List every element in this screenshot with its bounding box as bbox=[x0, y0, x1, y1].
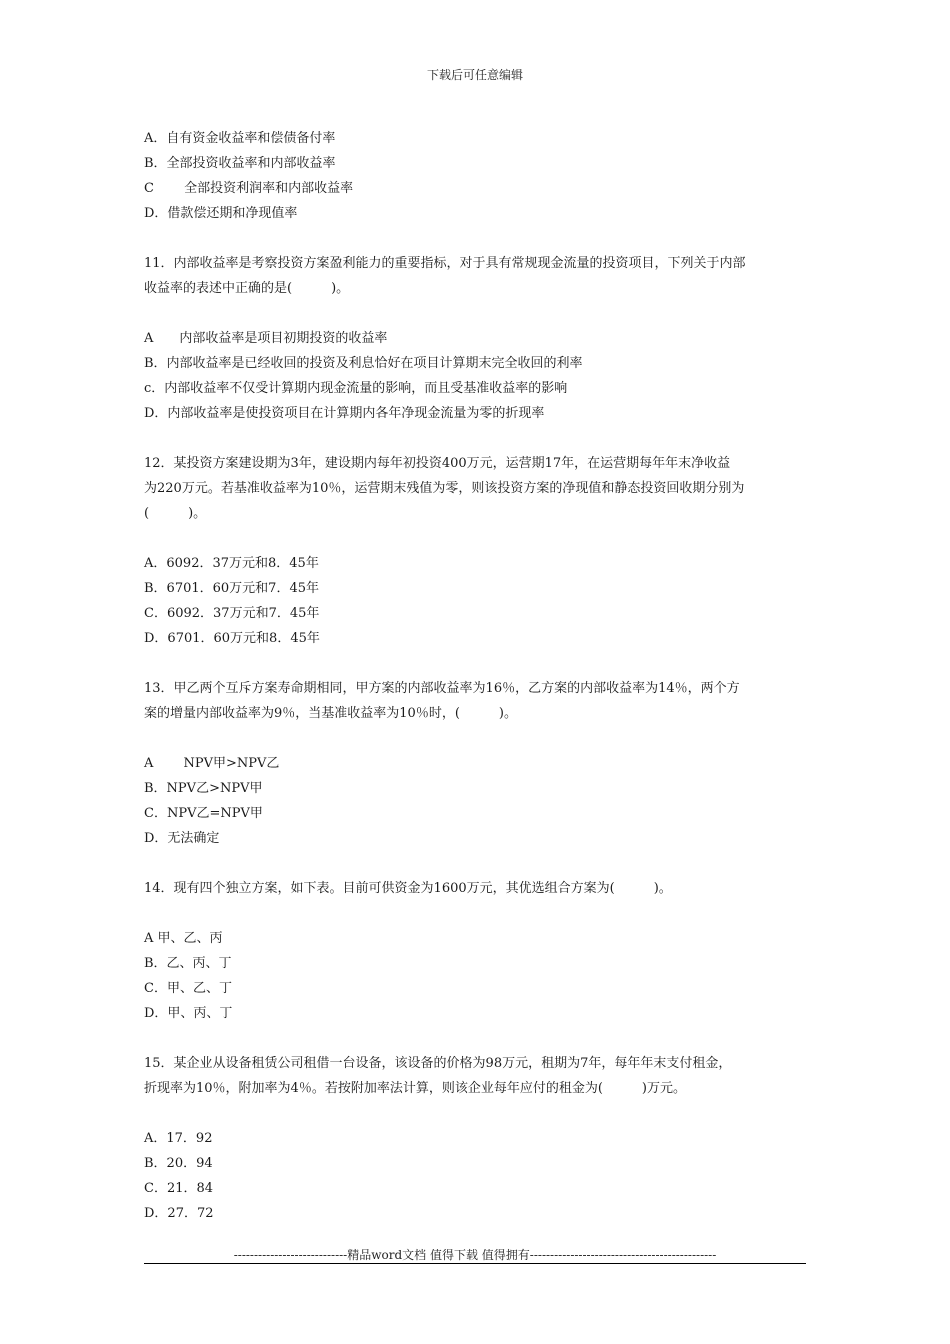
document-content bbox=[144, 126, 806, 1226]
q11-stem-line-1: 11．内部收益率是考察投资方案盈利能力的重要指标，对于具有常规现金流量的投资项目，下列关于内部 bbox=[144, 256, 746, 271]
q14-option-d: D．甲、丙、丁 bbox=[144, 1006, 233, 1021]
q13-option-b: B．NPV乙>NPV甲 bbox=[144, 781, 263, 796]
q15-option-c: C．21．84 bbox=[144, 1181, 214, 1196]
q11-option-b: B．内部收益率是已经收回的投资及利息恰好在项目计算期末完全收回的利率 bbox=[144, 356, 583, 371]
q11-option-a: A 内部收益率是项目初期投资的收益率 bbox=[144, 331, 388, 346]
q12-option-b: B．6701．60万元和7．45年 bbox=[144, 581, 319, 596]
q11-option-d: D．内部收益率是使投资项目在计算期内各年净现金流量为零的折现率 bbox=[144, 406, 545, 421]
q12-option-c: C．6092．37万元和7．45年 bbox=[144, 606, 320, 621]
q12-stem-line-3: ( )。 bbox=[144, 506, 207, 521]
q10-option-a: A．自有资金收益率和偿债备付率 bbox=[144, 131, 336, 146]
q10-option-d: D．借款偿还期和净现值率 bbox=[144, 206, 298, 221]
q11-option-c: c．内部收益率不仅受计算期内现金流量的影响，而且受基准收益率的影响 bbox=[144, 381, 568, 396]
q12-stem-line-1: 12．某投资方案建设期为3年，建设期内每年初投资400万元，运营期17年，在运营期每年年末净收益 bbox=[144, 456, 731, 471]
q15-stem-line-2: 折现率为10％，附加率为4％。若按附加率法计算，则该企业每年应付的租金为( )万元。 bbox=[144, 1081, 686, 1096]
page-footer: ----------------------------精品word文档 值得下载 值得拥有---------------------------------------------- bbox=[233, 1248, 717, 1262]
q12-option-a: A．6092．37万元和8．45年 bbox=[144, 556, 319, 571]
q14-stem-line-1: 14．现有四个独立方案，如下表。目前可供资金为1600万元，其优选组合方案为( )。 bbox=[144, 881, 672, 896]
q13-stem-line-1: 13．甲乙两个互斥方案寿命期相同，甲方案的内部收益率为16％，乙方案的内部收益率为14％，两个方 bbox=[144, 681, 740, 696]
q15-option-d: D．27．72 bbox=[144, 1206, 214, 1221]
q14-option-c: C．甲、乙、丁 bbox=[144, 981, 232, 996]
q13-option-a: A NPV甲>NPV乙 bbox=[144, 756, 280, 771]
q14-option-b: B．乙、丙、丁 bbox=[144, 956, 232, 971]
q11-stem-line-2: 收益率的表述中正确的是( )。 bbox=[144, 281, 350, 296]
q12-stem-line-2: 为220万元。若基准收益率为10％，运营期末残值为零，则该投资方案的净现值和静态投资回收期分别为 bbox=[144, 481, 745, 496]
q13-option-d: D．无法确定 bbox=[144, 831, 220, 846]
q15-stem-line-1: 15．某企业从设备租赁公司租借一台设备，该设备的价格为98万元，租期为7年，每年年末支付租金， bbox=[144, 1056, 732, 1071]
q13-stem-line-2: 案的增量内部收益率为9％，当基准收益率为10％时，( )。 bbox=[144, 706, 517, 721]
q13-option-c: C．NPV乙=NPV甲 bbox=[144, 806, 263, 821]
q10-option-c: C 全部投资利润率和内部收益率 bbox=[144, 181, 354, 196]
q12-option-d: D．6701．60万元和8．45年 bbox=[144, 631, 320, 646]
q15-option-a: A．17．92 bbox=[144, 1131, 213, 1146]
q10-option-b: B．全部投资收益率和内部收益率 bbox=[144, 156, 336, 171]
q15-option-b: B．20．94 bbox=[144, 1156, 213, 1171]
footer-divider bbox=[144, 1263, 806, 1264]
page-header: 下载后可任意编辑 bbox=[426, 68, 523, 82]
q14-option-a: A 甲、乙、丙 bbox=[144, 931, 223, 946]
